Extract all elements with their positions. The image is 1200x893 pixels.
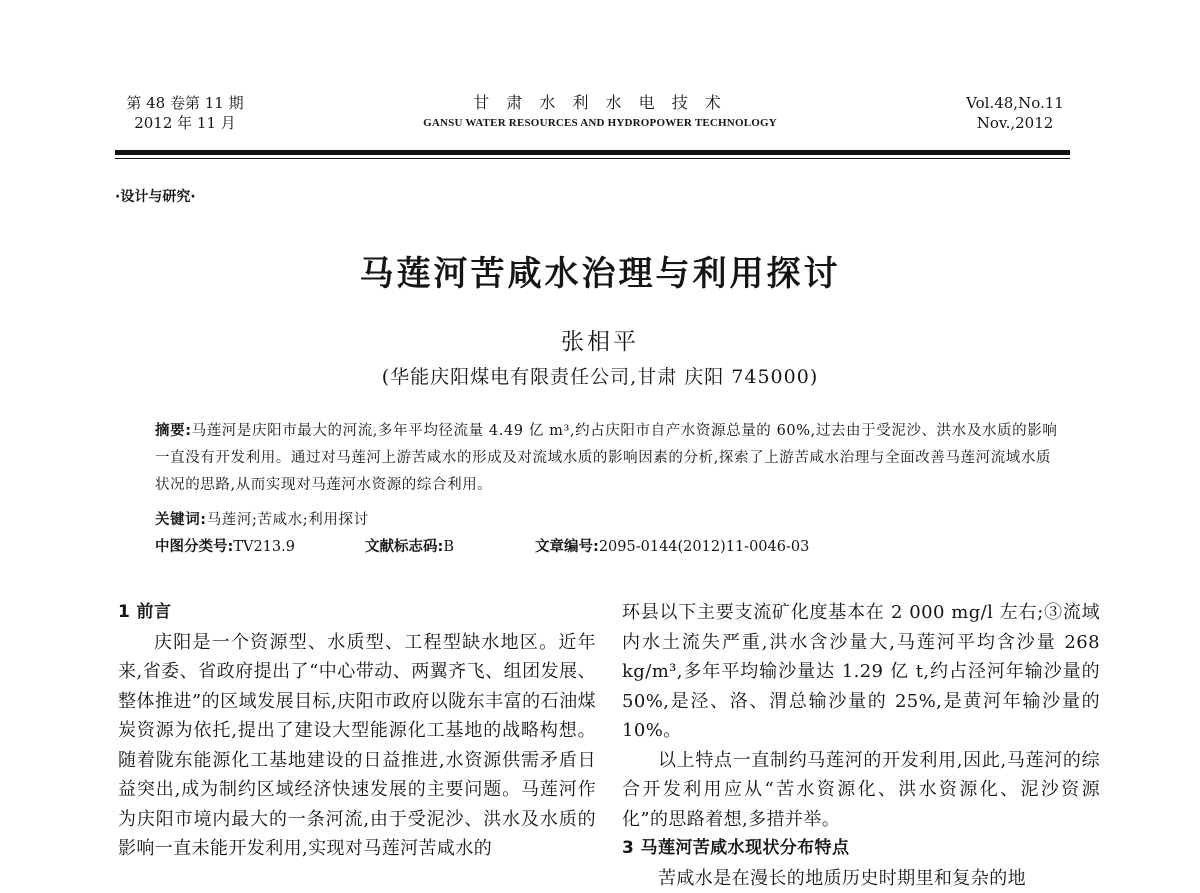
introduction-paragraph: 庆阳是一个资源型、水质型、工程型缺水地区。近年来,省委、省政府提出了“中心带动、两翼齐飞、组团发展、整体推进”的区域发展目标,庆阳市政府以陇东丰富的石油煤炭资源为依托,提出了建设大型能源化工基地的战略构想。随着陇东能源化工基地建设的日益推进,水资源供需矛盾日益突出,成为制约区域经济快速发展的主要问题。马莲河作为庆阳市境内最大的一条河流,由于受泥沙、洪水及水质的影响一直未能开发利用,实现对马莲河苦咸水的 [118,628,596,864]
section-heading-3: 3 马莲河苦咸水现状分布特点 [622,834,1100,864]
header-rule-thin [115,158,1070,159]
body-right-column [622,598,1100,893]
journal-name-cn: 甘 肃 水 利 水 电 技 术 [395,93,805,113]
header-issue-left [120,93,250,133]
clc-item [155,535,365,556]
article-title: 马莲河苦咸水治理与利用探讨 [0,246,1200,295]
header-volume-issue-cn: 第 48 卷第 11 期 [120,93,250,113]
right-paragraph-1: 环县以下主要支流矿化度基本在 2 000 mg/l 左右;③流域内水土流失严重,洪水含沙量大,马莲河平均含沙量 268 kg/m³,多年平均输沙量达 1.29 亿 t,约占泾河年输沙量的 50%,是泾、洛、渭总输沙量的 25%,是黄河年输沙量的 10%。 [622,598,1100,746]
header-date-en: Nov.,2012 [960,113,1070,133]
header-issue-right [960,93,1070,133]
header-rule-thick [115,150,1070,155]
keywords-text: 马莲河;苦咸水;利用探讨 [207,512,369,528]
article-author: 张相平 [0,323,1200,356]
doc-code-label: 文献标志码: [365,539,443,555]
section-heading-introduction: 1 前言 [118,598,596,628]
section-column-label: ·设计与研究· [115,186,196,206]
right-paragraph-2: 以上特点一直制约马莲河的开发利用,因此,马莲河的综合开发利用应从“苦水资源化、洪水资源化、泥沙资源化”的思路着想,多措并举。 [622,746,1100,835]
article-number-label: 文章编号: [535,539,599,555]
right-paragraph-3: 苦咸水是在漫长的地质历史时期里和复杂的地 [622,864,1100,893]
article-number-item [535,535,809,556]
article-number-value: 2095-0144(2012)11-0046-03 [599,539,810,555]
doc-code-value: B [443,539,454,555]
header-date-cn: 2012 年 11 月 [120,113,250,133]
classification-line [155,535,809,556]
doc-code-item [365,535,535,556]
keywords [155,508,369,529]
keywords-label: 关键词: [155,512,207,528]
header-volume-issue-en: Vol.48,No.11 [960,93,1070,113]
clc-label: 中图分类号: [155,539,233,555]
body-left-column [118,598,596,864]
clc-value: TV213.9 [233,539,295,555]
header-journal-title [395,93,805,133]
abstract [155,418,1060,499]
abstract-text: 马莲河是庆阳市最大的河流,多年平均径流量 4.49 亿 m³,约占庆阳市自产水资源总量的 60%,过去由于受泥沙、洪水及水质的影响一直没有开发利用。通过对马莲河上游苦咸水的形成及对流域水质的影响因素的分析,探索了上游苦咸水治理与全面改善马莲河流域水质状况的思路,从而实现对马莲河水资源的综合利用。 [155,423,1057,493]
author-affiliation: (华能庆阳煤电有限责任公司,甘肃 庆阳 745000) [0,362,1200,389]
abstract-label: 摘要: [155,423,192,439]
journal-name-en: GANSU WATER RESOURCES AND HYDROPOWER TECHNOLOGY [395,113,805,133]
